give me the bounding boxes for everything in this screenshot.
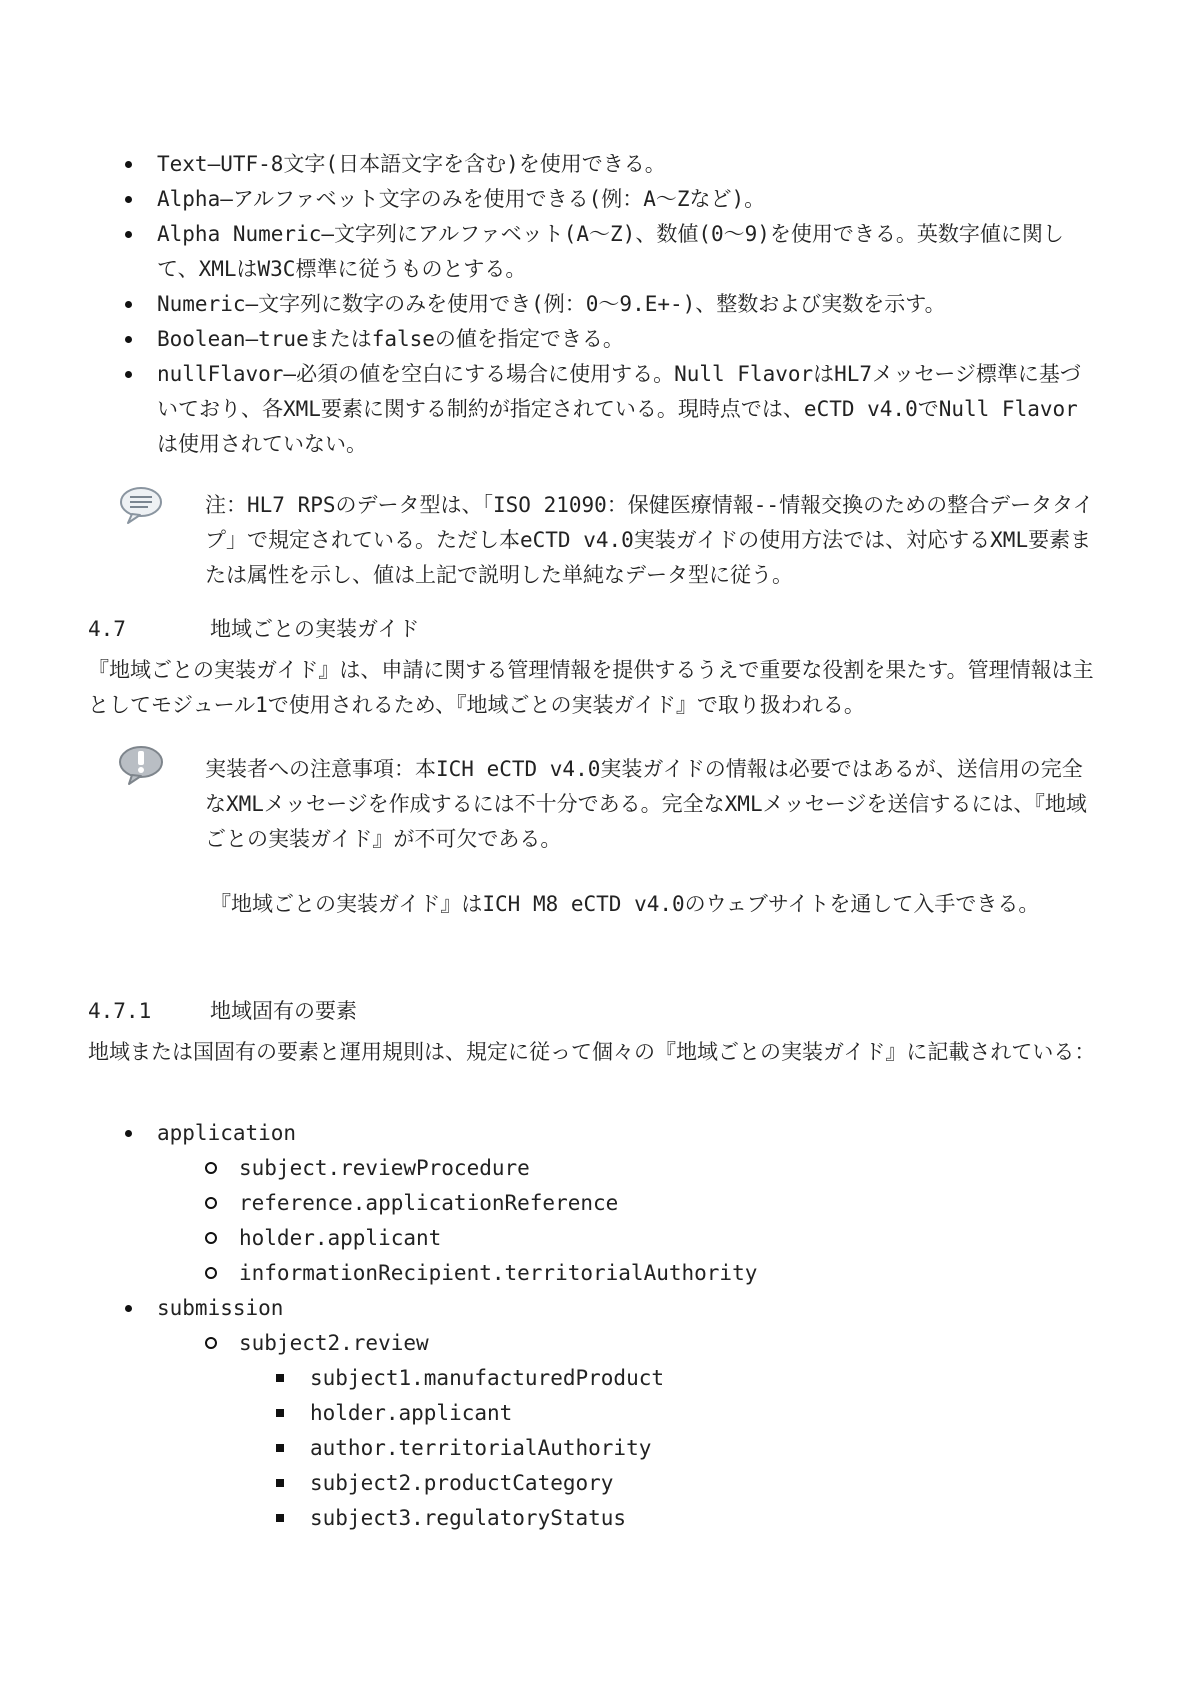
section-number: 4.7.1 bbox=[88, 999, 152, 1023]
list-item: Numeric—文字列に数字のみを使用でき(例：0～9.E+-)、整数および実数を示す。 bbox=[125, 287, 1095, 322]
note-hl7-data-types: 注：HL7 RPSのデータ型は、「ISO 21090：保健医療情報--情報交換のための整合データタイプ」で規定されている。ただし本eCTD v4.0実装ガイドの使用方法では、対応するXML要素または属性を示し、値は上記で説明した単純なデータ型に従う。 bbox=[205, 493, 1094, 587]
element-label: subject2.review bbox=[239, 1331, 429, 1355]
element-label: submission bbox=[157, 1296, 284, 1320]
list-item: holder.applicant bbox=[239, 1396, 1095, 1431]
note-implementer-availability: 『地域ごとの実装ガイド』はICH M8 eCTD v4.0のウェブサイトを通して入手できる。 bbox=[210, 892, 1040, 916]
section-heading-4-7-1 bbox=[88, 994, 357, 1029]
list-item: holder.applicant bbox=[125, 1221, 1095, 1256]
list-item: Alpha—アルファベット文字のみを使用できる(例：A～Zなど)。 bbox=[125, 182, 1095, 217]
list-item-application bbox=[125, 1116, 1095, 1291]
section-heading-4-7 bbox=[88, 612, 419, 647]
section-number: 4.7 bbox=[88, 617, 126, 641]
submission-children bbox=[125, 1326, 1095, 1536]
list-item: author.territorialAuthority bbox=[239, 1431, 1095, 1466]
list-item: Alpha Numeric—文字列にアルファベット(A～Z)、数値(0～9)を使用できる。英数字値に関して、XMLはW3C標準に従うものとする。 bbox=[125, 217, 1095, 287]
list-item: informationRecipient.territorialAuthority bbox=[125, 1256, 1095, 1291]
section-paragraph-4-7: 『地域ごとの実装ガイド』は、申請に関する管理情報を提供するうえで重要な役割を果たす。管理情報は主としてモジュール1で使用されるため、『地域ごとの実装ガイド』で取り扱われる。 bbox=[88, 658, 1094, 717]
section-paragraph-4-7-1: 地域または国固有の要素と運用規則は、規定に従って個々の『地域ごとの実装ガイド』に記載されている： bbox=[88, 1040, 1096, 1064]
exclamation-bubble-icon bbox=[117, 744, 165, 786]
list-item: subject2.productCategory bbox=[239, 1466, 1095, 1501]
section-title: 地域ごとの実装ガイド bbox=[210, 617, 420, 641]
application-children bbox=[125, 1151, 1095, 1291]
note-implementer: 実装者への注意事項：本ICH eCTD v4.0実装ガイドの情報は必要ではあるが、送信用の完全なXMLメッセージを作成するには不十分である。完全なXMLメッセージを送信するには、『地域ごとの実装ガイド』が不可欠である。 bbox=[205, 757, 1087, 851]
regional-elements-list bbox=[125, 1116, 1095, 1536]
review-children bbox=[239, 1361, 1095, 1536]
speech-bubble-icon bbox=[118, 485, 164, 525]
list-item bbox=[125, 1326, 1095, 1536]
list-item: Boolean—trueまたはfalseの値を指定できる。 bbox=[125, 322, 1095, 357]
element-label: application bbox=[157, 1121, 297, 1145]
data-type-list bbox=[125, 147, 1095, 462]
list-item-submission bbox=[125, 1291, 1095, 1536]
list-item: reference.applicationReference bbox=[125, 1186, 1095, 1221]
list-item: subject1.manufacturedProduct bbox=[239, 1361, 1095, 1396]
section-title: 地域固有の要素 bbox=[210, 999, 357, 1023]
list-item: nullFlavor—必須の値を空白にする場合に使用する。Null FlavorはHL7メッセージ標準に基づいており、各XML要素に関する制約が指定されている。現時点では、eCTD v4.0でNull Flavorは使用されていない。 bbox=[125, 357, 1095, 462]
list-item: subject.reviewProcedure bbox=[125, 1151, 1095, 1186]
list-item: Text—UTF-8文字(日本語文字を含む)を使用できる。 bbox=[125, 147, 1095, 182]
list-item: subject3.regulatoryStatus bbox=[239, 1501, 1095, 1536]
